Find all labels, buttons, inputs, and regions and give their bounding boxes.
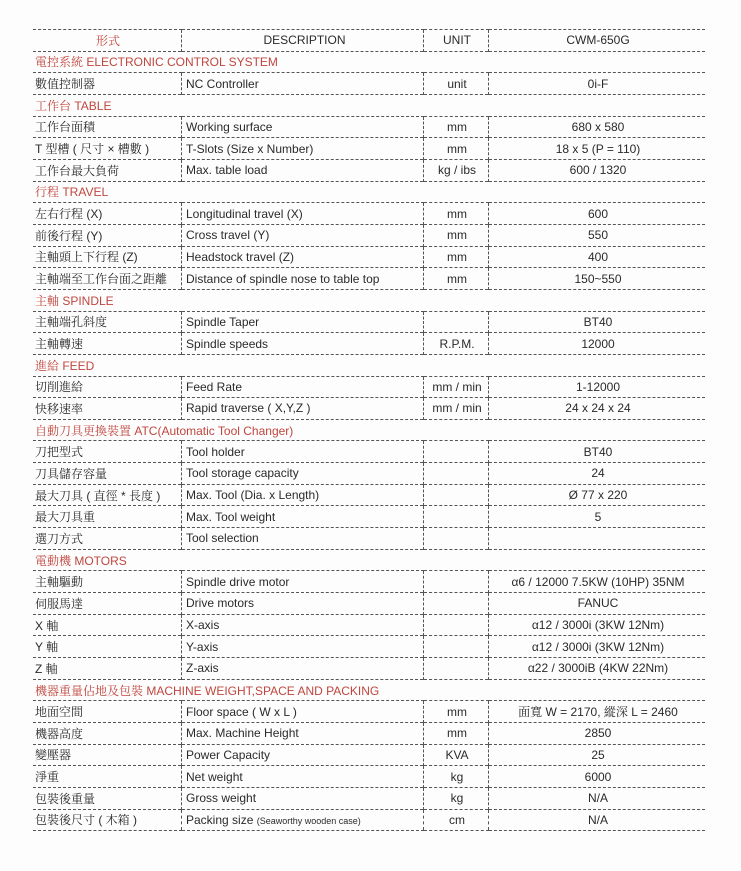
spec-description — [182, 571, 424, 593]
spec-name-zh: 包裝後尺寸 ( 木箱 ) — [33, 809, 182, 831]
spec-unit: cm — [424, 809, 489, 831]
spec-name-zh: X 軸 — [33, 614, 182, 636]
spec-value: FANUC — [489, 593, 706, 615]
spec-description-text: Max. Tool (Dia. x Length) — [186, 488, 320, 503]
spec-row — [33, 398, 705, 420]
spec-description-text: Net weight — [186, 769, 243, 784]
spec-unit — [424, 528, 489, 550]
spec-value: 24 — [489, 463, 706, 485]
spec-description — [182, 376, 424, 398]
spec-row — [33, 506, 705, 528]
spec-row — [33, 116, 705, 138]
section-title: 電控系統 ELECTRONIC CONTROL SYSTEM — [33, 51, 705, 73]
spec-description — [182, 138, 424, 160]
spec-row — [33, 787, 705, 809]
spec-description-text: Tool selection — [186, 531, 259, 546]
spec-description — [182, 484, 424, 506]
spec-description-text: Spindle speeds — [186, 336, 269, 351]
spec-name-zh: 快移速率 — [33, 398, 182, 420]
spec-row — [33, 463, 705, 485]
spec-row — [33, 441, 705, 463]
spec-unit: mm — [424, 268, 489, 290]
spec-name-zh: 選刀方式 — [33, 528, 182, 550]
spec-description — [182, 159, 424, 181]
spec-description — [182, 744, 424, 766]
spec-name-zh: 變壓器 — [33, 744, 182, 766]
spec-description-text: Distance of spindle nose to table top — [186, 271, 380, 286]
section-title: 自動刀具更換裝置 ATC(Automatic Tool Changer) — [33, 419, 705, 441]
spec-value: N/A — [489, 787, 706, 809]
spec-description-text: Tool holder — [186, 444, 245, 459]
spec-row — [33, 333, 705, 355]
section-title: 電動機 MOTORS — [33, 549, 705, 571]
spec-row — [33, 268, 705, 290]
spec-name-zh: 主軸端至工作台面之距離 — [33, 268, 182, 290]
spec-description — [182, 73, 424, 95]
spec-value: 0i-F — [489, 73, 706, 95]
spec-row — [33, 73, 705, 95]
spec-description — [182, 246, 424, 268]
spec-name-zh: 數值控制器 — [33, 73, 182, 95]
spec-row — [33, 159, 705, 181]
spec-description — [182, 333, 424, 355]
spec-description-text: Rapid traverse ( X,Y,Z ) — [186, 401, 311, 416]
spec-unit: mm / min — [424, 376, 489, 398]
spec-description-text: Headstock travel (Z) — [186, 249, 295, 264]
spec-table — [33, 29, 705, 831]
spec-description — [182, 463, 424, 485]
spec-name-zh: 機器高度 — [33, 723, 182, 745]
spec-row — [33, 203, 705, 225]
spec-value: 24 x 24 x 24 — [489, 398, 706, 420]
spec-unit: mm — [424, 116, 489, 138]
spec-value: 18 x 5 (P = 110) — [489, 138, 706, 160]
spec-description — [182, 268, 424, 290]
spec-name-zh: 刀把型式 — [33, 441, 182, 463]
spec-description — [182, 766, 424, 788]
spec-description-text: X-axis — [186, 618, 220, 633]
spec-description-text: Max. table load — [186, 163, 268, 178]
spec-description-text: Gross weight — [186, 791, 257, 806]
spec-value: 400 — [489, 246, 706, 268]
spec-name-zh: 最大刀具重 — [33, 506, 182, 528]
spec-value: 680 x 580 — [489, 116, 706, 138]
spec-unit — [424, 571, 489, 593]
spec-description — [182, 636, 424, 658]
spec-value — [489, 528, 706, 550]
spec-description — [182, 203, 424, 225]
section-title: 主軸 SPINDLE — [33, 289, 705, 311]
spec-description — [182, 593, 424, 615]
spec-unit: kg — [424, 766, 489, 788]
spec-description — [182, 614, 424, 636]
spec-value: N/A — [489, 809, 706, 831]
spec-value: BT40 — [489, 311, 706, 333]
spec-value: 600 — [489, 203, 706, 225]
spec-unit: R.P.M. — [424, 333, 489, 355]
section-heading — [33, 549, 705, 571]
spec-description-text: Max. Tool weight — [186, 509, 276, 524]
spec-unit: mm — [424, 723, 489, 745]
spec-row — [33, 701, 705, 723]
section-title: 進給 FEED — [33, 354, 705, 376]
spec-value: α22 / 3000iB (4KW 22Nm) — [489, 658, 706, 680]
spec-value: 面寬 W = 2170, 縱深 L = 2460 — [489, 701, 706, 723]
spec-unit: KVA — [424, 744, 489, 766]
spec-unit: mm — [424, 224, 489, 246]
spec-unit: mm — [424, 203, 489, 225]
spec-name-zh: 工作台面積 — [33, 116, 182, 138]
header-row — [33, 30, 705, 52]
section-heading — [33, 419, 705, 441]
spec-name-zh: 地面空間 — [33, 701, 182, 723]
header-form: 形式 — [33, 30, 182, 52]
section-heading — [33, 94, 705, 116]
spec-description — [182, 224, 424, 246]
spec-description-text: Working surface — [186, 119, 273, 134]
spec-description-text: Feed Rate — [186, 379, 243, 394]
spec-value: 2850 — [489, 723, 706, 745]
spec-description — [182, 116, 424, 138]
spec-row — [33, 636, 705, 658]
spec-row — [33, 593, 705, 615]
spec-description — [182, 441, 424, 463]
spec-name-zh: 主軸驅動 — [33, 571, 182, 593]
spec-name-zh: Z 軸 — [33, 658, 182, 680]
spec-unit — [424, 658, 489, 680]
spec-name-zh: 刀具儲存容量 — [33, 463, 182, 485]
spec-description — [182, 701, 424, 723]
spec-description — [182, 723, 424, 745]
spec-name-zh: 主軸轉速 — [33, 333, 182, 355]
spec-row — [33, 484, 705, 506]
header-unit: UNIT — [424, 30, 489, 52]
spec-row — [33, 766, 705, 788]
spec-name-zh: 切削進給 — [33, 376, 182, 398]
spec-row — [33, 571, 705, 593]
spec-unit — [424, 441, 489, 463]
section-title: 工作台 TABLE — [33, 94, 705, 116]
spec-value: α12 / 3000i (3KW 12Nm) — [489, 614, 706, 636]
spec-value: α12 / 3000i (3KW 12Nm) — [489, 636, 706, 658]
spec-description-text: Drive motors — [186, 596, 255, 611]
spec-value: 550 — [489, 224, 706, 246]
spec-name-zh: T 型槽 ( 尺寸 × 槽數 ) — [33, 138, 182, 160]
spec-description-text: NC Controller — [186, 76, 259, 91]
spec-description-text: Cross travel (Y) — [186, 228, 270, 243]
spec-value: 600 / 1320 — [489, 159, 706, 181]
spec-description-text: Power Capacity — [186, 747, 271, 762]
spec-description-text: Max. Machine Height — [186, 726, 299, 741]
spec-name-zh: 工作台最大負荷 — [33, 159, 182, 181]
spec-value: 5 — [489, 506, 706, 528]
section-heading — [33, 51, 705, 73]
spec-description — [182, 398, 424, 420]
spec-row — [33, 246, 705, 268]
spec-description-text: Floor space ( W x L ) — [186, 704, 297, 719]
spec-unit — [424, 593, 489, 615]
spec-value: 1-12000 — [489, 376, 706, 398]
spec-name-zh: 主軸端孔斜度 — [33, 311, 182, 333]
spec-value: 150~550 — [489, 268, 706, 290]
spec-unit: mm — [424, 246, 489, 268]
spec-row — [33, 658, 705, 680]
spec-name-zh: 主軸頭上下行程 (Z) — [33, 246, 182, 268]
spec-row — [33, 528, 705, 550]
spec-unit: kg — [424, 787, 489, 809]
spec-description-text: Tool storage capacity — [186, 466, 299, 481]
spec-description-text: Longitudinal travel (X) — [186, 206, 303, 221]
spec-unit — [424, 614, 489, 636]
spec-row — [33, 311, 705, 333]
spec-name-zh: 前後行程 (Y) — [33, 224, 182, 246]
spec-row — [33, 138, 705, 160]
section-title: 機器重量佔地及包裝 MACHINE WEIGHT,SPACE AND PACKING — [33, 679, 705, 701]
spec-unit: unit — [424, 73, 489, 95]
spec-unit — [424, 484, 489, 506]
spec-name-zh: Y 軸 — [33, 636, 182, 658]
spec-name-zh: 最大刀具 ( 直徑 * 長度 ) — [33, 484, 182, 506]
spec-row — [33, 723, 705, 745]
spec-unit: mm / min — [424, 398, 489, 420]
spec-row — [33, 376, 705, 398]
section-heading — [33, 679, 705, 701]
spec-unit: kg / ibs — [424, 159, 489, 181]
spec-unit: mm — [424, 701, 489, 723]
spec-description — [182, 809, 424, 831]
spec-unit — [424, 636, 489, 658]
spec-value: Ø 77 x 220 — [489, 484, 706, 506]
spec-value: 12000 — [489, 333, 706, 355]
spec-value: 25 — [489, 744, 706, 766]
section-heading — [33, 289, 705, 311]
spec-description-text: Z-axis — [186, 661, 219, 676]
spec-value: 6000 — [489, 766, 706, 788]
spec-description — [182, 506, 424, 528]
header-model: CWM-650G — [489, 30, 706, 52]
spec-description — [182, 311, 424, 333]
spec-value: BT40 — [489, 441, 706, 463]
spec-row — [33, 744, 705, 766]
spec-name-zh: 伺服馬達 — [33, 593, 182, 615]
section-title: 行程 TRAVEL — [33, 181, 705, 203]
spec-description-text: Spindle drive motor — [186, 574, 290, 589]
spec-description-text: Y-axis — [186, 639, 219, 654]
spec-description-text: Packing size — [186, 812, 254, 827]
spec-value: α6 / 12000 7.5KW (10HP) 35NM — [489, 571, 706, 593]
spec-description-note: (Seaworthy wooden case) — [256, 815, 361, 826]
spec-name-zh: 淨重 — [33, 766, 182, 788]
spec-description — [182, 658, 424, 680]
spec-name-zh: 包裝後重量 — [33, 787, 182, 809]
spec-unit — [424, 311, 489, 333]
spec-description — [182, 528, 424, 550]
section-heading — [33, 354, 705, 376]
spec-row — [33, 224, 705, 246]
header-description: DESCRIPTION — [182, 30, 424, 52]
spec-unit: mm — [424, 138, 489, 160]
spec-row — [33, 614, 705, 636]
spec-name-zh: 左右行程 (X) — [33, 203, 182, 225]
spec-unit — [424, 463, 489, 485]
spec-description-text: Spindle Taper — [186, 314, 260, 329]
section-heading — [33, 181, 705, 203]
spec-row — [33, 809, 705, 831]
spec-description-text: T-Slots (Size x Number) — [186, 141, 314, 156]
spec-description — [182, 787, 424, 809]
spec-unit — [424, 506, 489, 528]
